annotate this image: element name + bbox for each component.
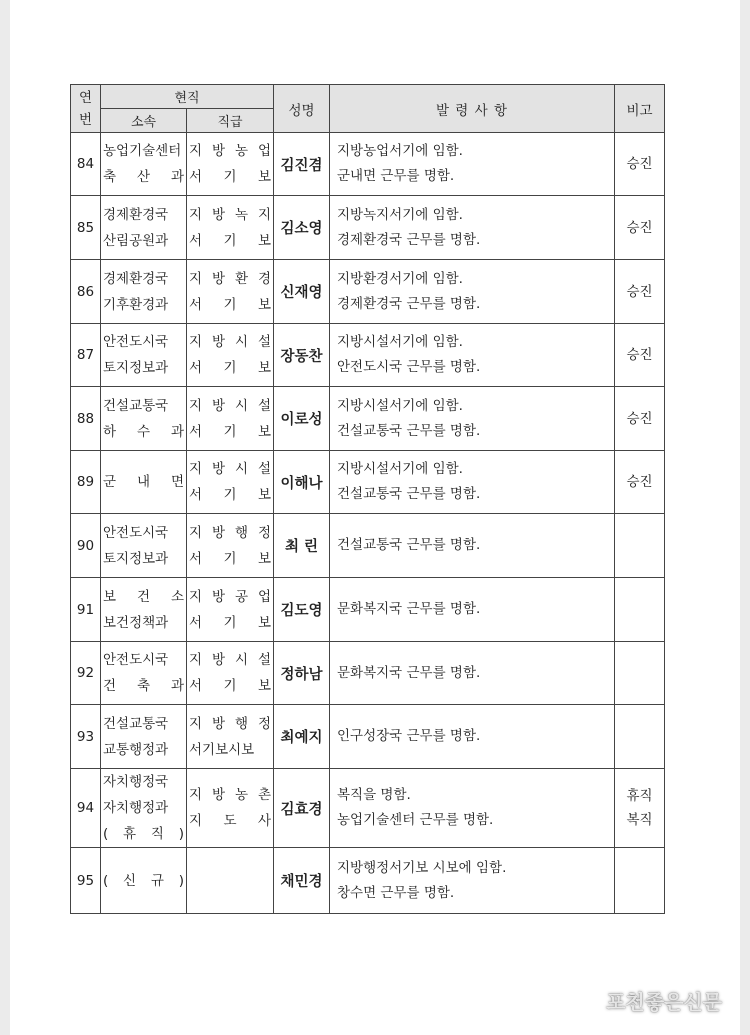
personnel-table <box>70 84 665 914</box>
rank-line: 서 기 보 <box>189 487 271 503</box>
header-no-bottom: 번 <box>78 111 93 128</box>
remark-cell <box>615 514 665 578</box>
rank-cell <box>187 133 274 196</box>
row-number: 86 <box>71 260 101 324</box>
rank-cell <box>187 260 274 324</box>
rank-line: 서 기 보 <box>189 614 271 631</box>
remark-line: 휴직 <box>626 788 653 804</box>
remark-cell <box>615 848 665 914</box>
row-number: 88 <box>71 387 101 451</box>
dept-cell <box>101 705 187 769</box>
row-number: 91 <box>71 578 101 642</box>
rank-cell <box>187 848 274 914</box>
remark-cell <box>615 451 665 514</box>
rank-cell <box>187 387 274 451</box>
rank-line: 서 기 보 <box>189 296 271 313</box>
dept-line: 보건정책과 <box>103 614 169 631</box>
dept-line: 보 건 소 <box>103 588 184 605</box>
rank-line: 지 방 환 경 <box>189 270 271 287</box>
rank-cell <box>187 705 274 769</box>
row-number: 85 <box>71 196 101 260</box>
dept-cell <box>101 324 187 387</box>
header-no <box>71 85 101 133</box>
person-name: 이해나 <box>274 451 330 514</box>
order-cell <box>330 133 615 196</box>
dept-cell <box>101 848 187 914</box>
rank-cell <box>187 324 274 387</box>
person-name: 정하남 <box>274 642 330 705</box>
rank-line: 지 방 시 설 <box>189 334 271 350</box>
person-name: 최예지 <box>274 705 330 769</box>
rank-line: 서 기 보 <box>189 232 271 249</box>
order-line: 건설교통국 근무를 명함. <box>337 486 481 502</box>
table-body <box>71 133 665 914</box>
watermark-logo: 포천좋은신문 <box>606 990 722 1014</box>
row-number: 94 <box>71 769 101 848</box>
order-line: 지방시설서기에 임함. <box>337 397 463 414</box>
header-rank: 직급 <box>187 109 274 133</box>
dept-line: 자치행정국 <box>103 774 169 790</box>
rank-line: 지 방 행 정 <box>189 524 271 541</box>
header-no-top: 연 <box>78 89 93 106</box>
rank-line: 지 방 녹 지 <box>189 206 271 223</box>
person-name: 이로성 <box>274 387 330 451</box>
rank-line: 서 기 보 <box>189 678 271 694</box>
dept-line: 농업기술센터 <box>103 143 182 159</box>
table-row <box>71 769 665 848</box>
dept-cell <box>101 769 187 848</box>
table-row <box>71 514 665 578</box>
row-number: 84 <box>71 133 101 196</box>
table-row <box>71 848 665 914</box>
remark-cell <box>615 642 665 705</box>
order-cell <box>330 705 615 769</box>
table-row <box>71 196 665 260</box>
order-line: 지방시설서기에 임함. <box>337 461 463 477</box>
header-remark: 비고 <box>615 85 665 133</box>
person-name: 김도영 <box>274 578 330 642</box>
order-cell <box>330 578 615 642</box>
dept-line: 기후환경과 <box>103 296 169 313</box>
remark-line: 승진 <box>626 474 653 490</box>
row-number: 92 <box>71 642 101 705</box>
dept-line: 토지정보과 <box>103 550 169 567</box>
remark-line: 복직 <box>626 812 653 828</box>
dept-cell <box>101 260 187 324</box>
rank-line: 지 도 사 <box>189 813 271 829</box>
rank-line: 지 방 공 업 <box>189 588 271 605</box>
dept-line: ( 신 규 ) <box>103 872 184 889</box>
order-line: 문화복지국 근무를 명함. <box>337 601 481 617</box>
order-line: 지방환경서기에 임함. <box>337 270 463 287</box>
row-number: 93 <box>71 705 101 769</box>
order-cell <box>330 451 615 514</box>
remark-line: 승진 <box>626 219 653 236</box>
dept-line: 군 내 면 <box>103 474 184 490</box>
remark-line: 승진 <box>626 347 653 363</box>
order-line: 지방농업서기에 임함. <box>337 143 463 159</box>
order-cell <box>330 642 615 705</box>
order-line: 지방시설서기에 임함. <box>337 334 463 350</box>
dept-cell <box>101 642 187 705</box>
remark-cell <box>615 260 665 324</box>
table-row <box>71 451 665 514</box>
order-cell <box>330 196 615 260</box>
dept-line: 자치행정과 <box>103 800 169 816</box>
remark-line: 승진 <box>626 283 653 300</box>
order-line: 인구성장국 근무를 명함. <box>337 728 481 744</box>
table-row <box>71 578 665 642</box>
row-number: 89 <box>71 451 101 514</box>
table-row <box>71 387 665 451</box>
dept-line: 산림공원과 <box>103 232 169 249</box>
rank-line: 지 방 행 정 <box>189 715 271 732</box>
table-row <box>71 324 665 387</box>
dept-line: 안전도시국 <box>103 652 169 668</box>
table-row <box>71 260 665 324</box>
rank-line: 지 방 시 설 <box>189 461 271 477</box>
order-cell <box>330 387 615 451</box>
person-name: 김효경 <box>274 769 330 848</box>
order-line: 복직을 명함. <box>337 787 411 803</box>
order-line: 창수면 근무를 명함. <box>337 884 455 901</box>
rank-line: 지 방 시 설 <box>189 397 271 414</box>
header-current-post: 현직 <box>101 85 274 109</box>
dept-cell <box>101 196 187 260</box>
dept-cell <box>101 133 187 196</box>
header-order: 발 령 사 항 <box>330 85 615 133</box>
order-line: 지방녹지서기에 임함. <box>337 206 463 223</box>
dept-line: ( 휴 직 ) <box>103 826 184 842</box>
dept-line: 축 산 과 <box>103 169 184 185</box>
order-line: 농업기술센터 근무를 명함. <box>337 812 494 828</box>
dept-line: 건 축 과 <box>103 678 184 694</box>
order-line: 경제환경국 근무를 명함. <box>337 295 481 312</box>
remark-cell <box>615 578 665 642</box>
dept-line: 안전도시국 <box>103 334 169 350</box>
order-line: 문화복지국 근무를 명함. <box>337 664 481 681</box>
dept-line: 하 수 과 <box>103 423 184 440</box>
rank-cell <box>187 451 274 514</box>
dept-line: 안전도시국 <box>103 524 169 541</box>
order-line: 건설교통국 근무를 명함. <box>337 537 481 553</box>
row-number: 90 <box>71 514 101 578</box>
rank-cell <box>187 514 274 578</box>
remark-cell <box>615 705 665 769</box>
person-name: 채민경 <box>274 848 330 914</box>
order-cell <box>330 848 615 914</box>
remark-cell <box>615 196 665 260</box>
rank-cell <box>187 578 274 642</box>
order-cell <box>330 514 615 578</box>
table-row <box>71 705 665 769</box>
dept-cell <box>101 514 187 578</box>
order-line: 지방행정서기보 시보에 임함. <box>337 859 507 876</box>
person-name: 신재영 <box>274 260 330 324</box>
header-dept: 소속 <box>101 109 187 133</box>
person-name: 김진겸 <box>274 133 330 196</box>
rank-line: 서 기 보 <box>189 550 271 567</box>
order-cell <box>330 324 615 387</box>
order-cell <box>330 769 615 848</box>
remark-cell <box>615 769 665 848</box>
table-row <box>71 642 665 705</box>
row-number: 87 <box>71 324 101 387</box>
dept-cell <box>101 578 187 642</box>
dept-cell <box>101 451 187 514</box>
rank-line: 지 방 농 촌 <box>189 787 271 803</box>
person-name: 최 린 <box>274 514 330 578</box>
rank-line: 서기보시보 <box>189 741 255 758</box>
remark-cell <box>615 133 665 196</box>
rank-line: 서 기 보 <box>189 360 271 376</box>
person-name: 장동찬 <box>274 324 330 387</box>
order-line: 건설교통국 근무를 명함. <box>337 422 481 439</box>
rank-cell <box>187 642 274 705</box>
dept-line: 경제환경국 <box>103 206 169 223</box>
order-line: 경제환경국 근무를 명함. <box>337 231 481 248</box>
dept-line: 경제환경국 <box>103 270 169 287</box>
table-row <box>71 133 665 196</box>
rank-cell <box>187 196 274 260</box>
dept-line: 교통행정과 <box>103 741 169 758</box>
dept-line: 건설교통국 <box>103 715 169 732</box>
order-cell <box>330 260 615 324</box>
rank-line: 지 방 시 설 <box>189 652 271 668</box>
row-number: 95 <box>71 848 101 914</box>
order-line: 안전도시국 근무를 명함. <box>337 359 481 375</box>
remark-line: 승진 <box>626 156 653 172</box>
dept-cell <box>101 387 187 451</box>
remark-cell <box>615 324 665 387</box>
rank-line: 서 기 보 <box>189 169 271 185</box>
dept-line: 건설교통국 <box>103 397 169 414</box>
remark-line: 승진 <box>626 410 653 427</box>
rank-line: 지 방 농 업 <box>189 143 271 159</box>
remark-cell <box>615 387 665 451</box>
rank-line: 서 기 보 <box>189 423 271 440</box>
header-name: 성명 <box>274 85 330 133</box>
dept-line: 토지정보과 <box>103 360 169 376</box>
rank-cell <box>187 769 274 848</box>
order-line: 군내면 근무를 명함. <box>337 168 455 184</box>
person-name: 김소영 <box>274 196 330 260</box>
